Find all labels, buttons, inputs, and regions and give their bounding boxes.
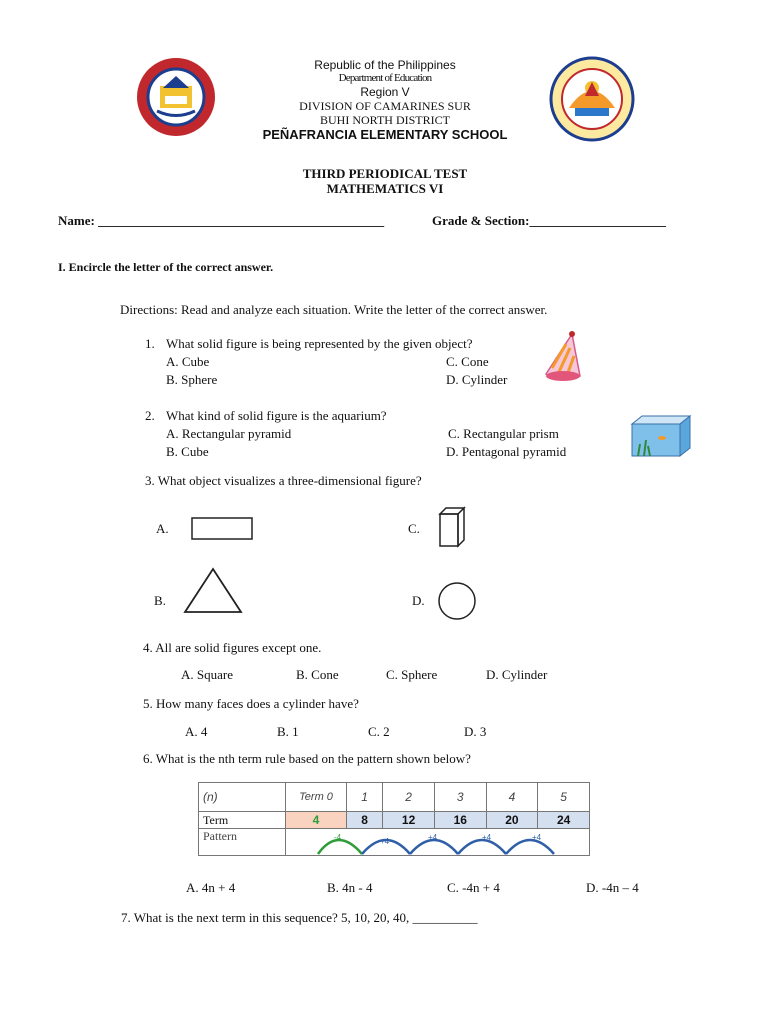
penafrancia-school-seal	[549, 56, 635, 142]
arc-label-1: -4	[334, 833, 342, 842]
q4-option-b[interactable]: B. Cone	[296, 667, 339, 682]
arc-label-3: +4	[428, 833, 438, 842]
question-5-text: 5. How many faces does a cylinder have?	[143, 696, 359, 711]
grade-section-field[interactable]: Grade & Section:_____________________	[432, 213, 666, 228]
term-1-value: 8	[347, 812, 383, 829]
pattern-row-label: Pattern	[199, 829, 286, 856]
region-line: Region V	[360, 85, 410, 99]
term-4-value: 20	[486, 812, 538, 829]
directions: Directions: Read and analyze each situation. Write the letter of the correct answer.	[120, 302, 548, 317]
term-0-header: Term 0	[286, 783, 347, 812]
q1-option-a[interactable]: A. Cube	[166, 354, 210, 369]
term-0-value: 4	[286, 812, 347, 829]
pattern-arcs	[310, 828, 580, 860]
q2-option-d[interactable]: D. Pentagonal pyramid	[446, 444, 567, 459]
term-2-value: 12	[383, 812, 435, 829]
n-4-header: 4	[486, 783, 538, 812]
q6-option-b[interactable]: B. 4n - 4	[327, 880, 373, 895]
question-4-text: 4. All are solid figures except one.	[143, 640, 322, 655]
term-3-value: 16	[434, 812, 486, 829]
q4-option-a[interactable]: A. Square	[181, 667, 233, 682]
q6-option-d[interactable]: D. -4n – 4	[586, 880, 639, 895]
question-6-text: 6. What is the nth term rule based on the pattern shown below?	[143, 751, 471, 766]
term-row-label: Term	[199, 812, 286, 829]
n-header: (n)	[199, 783, 286, 812]
section-heading: I. Encircle the letter of the correct answer.	[58, 260, 274, 274]
test-subject: MATHEMATICS VI	[326, 181, 444, 196]
q1-option-d[interactable]: D. Cylinder	[446, 372, 508, 387]
arc-label-5: +4	[532, 833, 542, 842]
n-2-header: 2	[383, 783, 435, 812]
test-title: THIRD PERIODICAL TEST	[302, 166, 468, 181]
n-3-header: 3	[434, 783, 486, 812]
q1-option-c[interactable]: C. Cone	[446, 354, 489, 369]
q2-option-c[interactable]: C. Rectangular prism	[448, 426, 559, 441]
rectangular-prism-shape	[438, 506, 466, 548]
q2-option-a[interactable]: A. Rectangular pyramid	[166, 426, 292, 441]
question-3-text: 3. What object visualizes a three-dimensional figure?	[145, 473, 422, 488]
q5-option-c[interactable]: C. 2	[368, 724, 390, 739]
q4-option-c[interactable]: C. Sphere	[386, 667, 438, 682]
arc-label-4: +4	[482, 833, 492, 842]
district-line: BUHI NORTH DISTRICT	[320, 113, 450, 127]
buhi-north-district-seal	[135, 56, 217, 138]
rectangle-shape	[190, 516, 254, 542]
q5-option-d[interactable]: D. 3	[464, 724, 487, 739]
question-1-text: What solid figure is being represented by the given object?	[166, 336, 473, 351]
q3-option-d[interactable]: D.	[412, 593, 425, 608]
school-name: PEÑAFRANCIA ELEMENTARY SCHOOL	[262, 127, 508, 142]
q4-option-d[interactable]: D. Cylinder	[486, 667, 548, 682]
circle-shape	[436, 580, 478, 622]
n-1-header: 1	[347, 783, 383, 812]
question-2-number: 2.	[145, 408, 155, 423]
party-hat-cone-image	[542, 330, 584, 386]
question-2-text: What kind of solid figure is the aquarium?	[166, 408, 387, 423]
triangle-shape	[182, 566, 244, 616]
q3-option-b[interactable]: B.	[154, 593, 166, 608]
arc-label-2: +4	[380, 837, 390, 846]
republic-line: Republic of the Philippines	[314, 58, 456, 72]
division-line: DIVISION OF CAMARINES SUR	[299, 99, 471, 113]
q6-option-a[interactable]: A. 4n + 4	[186, 880, 236, 895]
n-5-header: 5	[538, 783, 590, 812]
q3-option-c[interactable]: C.	[408, 521, 420, 536]
department-line: Department of Education	[338, 72, 432, 84]
aquarium-image	[630, 414, 692, 458]
question-1-number: 1.	[145, 336, 155, 351]
q6-option-c[interactable]: C. -4n + 4	[447, 880, 500, 895]
q5-option-a[interactable]: A. 4	[185, 724, 208, 739]
q3-option-a[interactable]: A.	[156, 521, 169, 536]
q5-option-b[interactable]: B. 1	[277, 724, 299, 739]
question-7-text: 7. What is the next term in this sequence? 5, 10, 20, 40, __________	[121, 910, 478, 925]
q2-option-b[interactable]: B. Cube	[166, 444, 209, 459]
name-field[interactable]: Name: ____________________________________________	[58, 213, 385, 228]
term-5-value: 24	[538, 812, 590, 829]
q1-option-b[interactable]: B. Sphere	[166, 372, 218, 387]
